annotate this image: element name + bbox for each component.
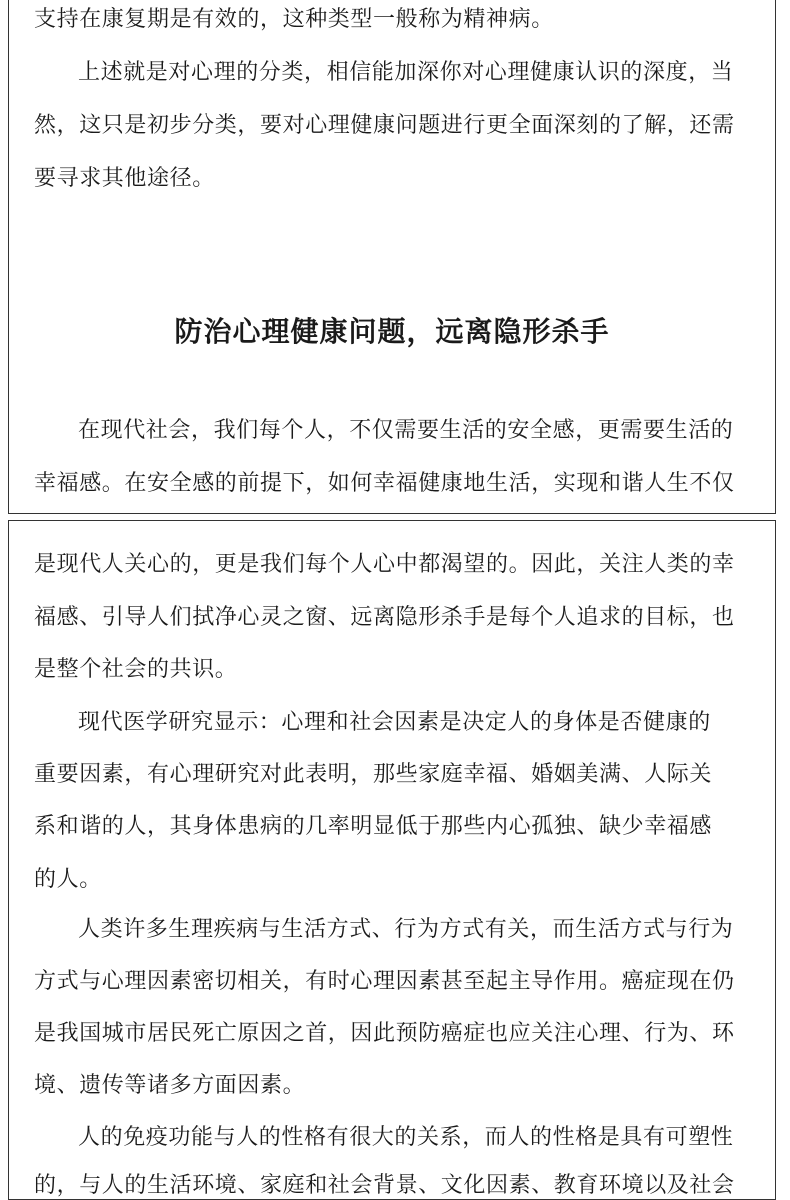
page-bottom bbox=[8, 520, 776, 1200]
page-top bbox=[8, 0, 776, 514]
text-line: 支持在康复期是有效的，这种类型一般称为精神病。 bbox=[34, 7, 554, 32]
text-line: 福感、引导人们拭净心灵之窗、远离隐形杀手是每个人追求的目标，也 bbox=[34, 605, 735, 630]
text-line: 境、遗传等诸多方面因素。 bbox=[34, 1073, 306, 1098]
section-title: 防治心理健康问题，远离隐形杀手 bbox=[174, 315, 610, 348]
text-line: 人的免疫功能与人的性格有很大的关系，而人的性格是具有可塑性 bbox=[78, 1125, 734, 1150]
text-line: 方式与心理因素密切相关，有时心理因素甚至起主导作用。癌症现在仍 bbox=[34, 969, 735, 994]
text-line: 重要因素，有心理研究对此表明，那些家庭幸福、婚姻美满、人际关 bbox=[34, 762, 713, 787]
text-line: 是我国城市居民死亡原因之首，因此预防癌症也应关注心理、行为、环 bbox=[34, 1021, 735, 1046]
text-line: 要寻求其他途径。 bbox=[34, 166, 215, 191]
text-line: 是现代人关心的，更是我们每个人心中都渴望的。因此，关注人类的幸 bbox=[34, 552, 735, 577]
text-line: 的人。 bbox=[34, 867, 102, 892]
text-line: 上述就是对心理的分类，相信能加深你对心理健康认识的深度，当 bbox=[78, 60, 734, 85]
text-line: 然，这只是初步分类，要对心理健康问题进行更全面深刻的了解，还需 bbox=[34, 113, 735, 138]
text-line: 在现代社会，我们每个人，不仅需要生活的安全感，更需要生活的 bbox=[78, 418, 734, 443]
text-line: 人类许多生理疾病与生活方式、行为方式有关，而生活方式与行为 bbox=[78, 917, 734, 942]
text-line: 幸福感。在安全感的前提下，如何幸福健康地生活，实现和谐人生不仅 bbox=[34, 471, 735, 496]
text-line: 现代医学研究显示：心理和社会因素是决定人的身体是否健康的 bbox=[78, 710, 711, 735]
text-line: 是整个社会的共识。 bbox=[34, 657, 238, 682]
text-line: 系和谐的人，其身体患病的几率明显低于那些内心孤独、缺少幸福感 bbox=[34, 814, 713, 839]
text-line: 的，与人的生活环境、家庭和社会背景、文化因素、教育环境以及社会 bbox=[34, 1173, 735, 1198]
